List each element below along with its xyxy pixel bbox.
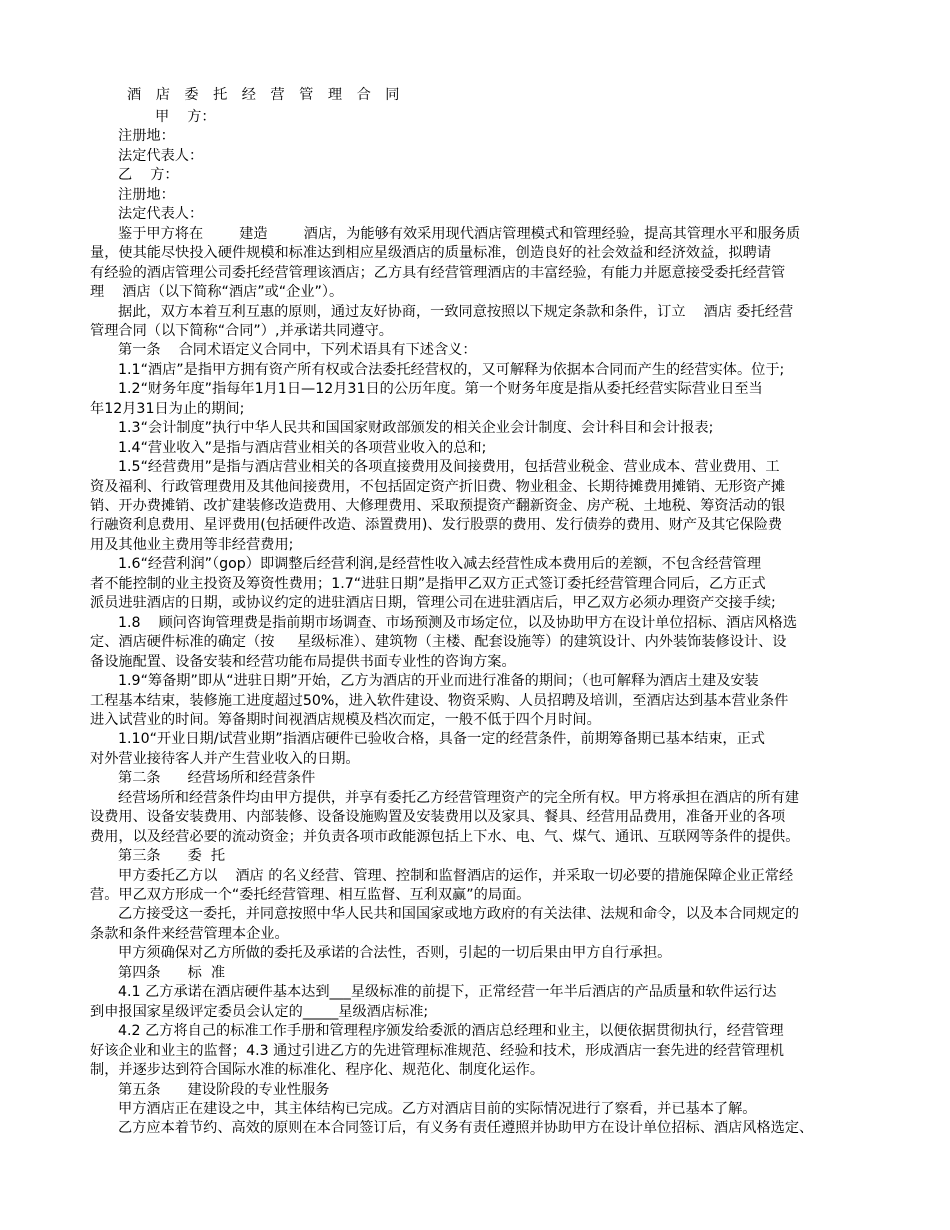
text-line: 资及福利、行政管理费用及其他间接费用，不包括固定资产折旧费、物业租金、长期待摊费用摊销、无形资产摊	[90, 478, 786, 495]
text-line: 年12月31日为止的期间;	[90, 400, 245, 417]
text-line: 鉴于甲方将在 建造 酒店，为能够有效采用现代酒店管理模式和管理经验，提高其管理水平和服务质	[118, 225, 801, 242]
text-line: 乙 方：	[118, 167, 179, 184]
text-line: 甲方酒店正在建设之中，其主体结构已完成。乙方对酒店目前的实际情况进行了察看，并已基本了解。	[118, 1100, 757, 1117]
text-line: 销、开办费摊销、改扩建装修改造费用、大修理费用、采取预提资产翻新资金、房产税、土地税、筹资活动的银	[90, 498, 786, 514]
text-line: 行融资利息费用、星评费用(包括硬件改造、添置费用)、发行股票的费用、发行债券的费用、财产及其它保险费	[90, 517, 783, 534]
text-line: 对外营业接待客人并产生营业收入的日期。	[90, 750, 360, 767]
text-line: 第二条 经营场所和经营条件	[118, 770, 316, 787]
text-line: 条款和条件来经营管理本企业。	[90, 925, 289, 942]
text-line: 1.5“经营费用”是指与酒店营业相关的各项直接费用及间接费用，包括营业税金、营业成本、营业费用、工	[118, 459, 780, 476]
text-line: 设费用、设备安装费用、内部装修、设备设施购置及安装费用以及家具、餐具、经营用品费用，准备开业的各项	[90, 809, 786, 826]
text-line: 营。甲乙双方形成一个“委托经营管理、相互监督、互利双赢”的局面。	[90, 887, 531, 903]
text-line: 费用，以及经营必要的流动资金；并负责各项市政能源包括上下水、电、气、煤气、通讯、互联网等条件的提供。	[90, 828, 800, 845]
text-line: 理 酒店（以下简称“酒店”或“企业”）。	[90, 284, 344, 301]
text-line: 1.6“经营利润”（gop）即调整后经营利润,是经营性收入减去经营性成本费用后的差额，不包含经营管理	[118, 556, 762, 573]
text-line: 有经验的酒店管理公司委托经营管理该酒店；乙方具有经营管理酒店的丰富经验，有能力并愿意接受委托经营管	[90, 264, 786, 281]
text-line: 第三条 委 托	[118, 848, 226, 865]
text-line: 1.4“营业收入”是指与酒店营业相关的各项营业收入的总和;	[118, 439, 487, 456]
text-line: 者不能控制的业主投资及筹资性费用；1.7“进驻日期”是指甲乙双方正式签订委托经营管理合同后，乙方正式	[90, 575, 766, 592]
text-line: 经营场所和经营条件均由甲方提供，并享有委托乙方经营管理资产的完全所有权。甲方将承担在酒店的所有建	[118, 789, 800, 806]
text-line: 法定代表人：	[118, 206, 204, 223]
text-line: 1.2“财务年度”指每年1月1日—12月31日的公历年度。第一个财务年度是指从委托经营实际营业日至当	[118, 381, 763, 398]
text-line: 甲方委托乙方以 酒店 的名义经营、管理、控制和监督酒店的运作，并采取一切必要的措施保障企业正常经	[118, 867, 794, 884]
text-line: 甲方须确保对乙方所做的委托及承诺的合法性，否则，引起的一切后果由甲方自行承担。	[118, 945, 672, 962]
text-line: 4.1 乙方承诺在酒店硬件基本达到___星级标准的前提下，正常经营一年半后酒店的产品质量和软件运行达	[118, 984, 777, 1001]
text-line: 1.10“开业日期/试营业期”指酒店硬件已验收合格，具备一定的经营条件，前期筹备期已基本结束，正式	[118, 731, 765, 748]
text-line: 第一条 合同术语定义合同中，下列术语具有下述含义：	[118, 342, 477, 359]
text-line: 1.3“会计制度”执行中华人民共和国国家财政部颁发的相关企业会计制度、会计科目和会计报表;	[118, 420, 714, 437]
text-line: 4.2 乙方将自己的标准工作手册和管理程序颁发给委派的酒店总经理和业主，以便依据贯彻执行，经营管理	[118, 1023, 784, 1040]
text-line: 据此，双方本着互利互惠的原则，通过友好协商，一致同意按照以下规定条款和条件，订立 酒店 委托经营	[118, 303, 794, 320]
text-line: 好该企业和业主的监督；4.3 通过引进乙方的先进管理标准规范、经验和技术，形成酒店一套先进的经营管理机	[90, 1042, 784, 1059]
text-line: 备设施配置、设备安装和经营功能布局提供书面专业性的咨询方案。	[90, 653, 516, 670]
text-line: 注册地：	[118, 186, 175, 203]
text-line: 用及其他业主费用等非经营费用;	[90, 536, 294, 553]
text-line: 定、酒店硬件标准的确定（按 星级标准）、建筑物（主楼、配套设施等）的建筑设计、内外装饰装修设计、设	[90, 634, 787, 651]
text-line: 制，并逐步达到符合国际水准的标准化、程序化、规范化、制度化运作。	[90, 1062, 545, 1079]
text-line: 第四条 标 准	[118, 964, 226, 981]
text-line: 到申报国家星级评定委员会认定的_____星级酒店标准;	[90, 1003, 429, 1020]
text-line: 进入试营业的时间。筹备期时间视酒店规模及档次而定，一般不低于四个月时间。	[90, 711, 601, 728]
text-line: 乙方接受这一委托，并同意按照中华人民共和国国家或地方政府的有关法律、法规和命令，以及本合同规定的	[118, 906, 800, 923]
text-line: 1.9“筹备期”即从“进驻日期”开始，乙方为酒店的开业而进行准备的期间；（也可解释为酒店土建及安装	[118, 673, 759, 690]
text-line: 1.1“酒店”是指甲方拥有资产所有权或合法委托经营权的，又可解释为依据本合同而产生的经营实体。位于;	[118, 361, 785, 378]
text-line: 甲 方：	[155, 109, 216, 125]
text-line: 管理合同（以下简称“合同”）,并承诺共同遵守。	[90, 322, 393, 339]
document-title: 酒 店 委 托 经 营 管 理 合 同	[127, 87, 405, 103]
text-line: 法定代表人：	[118, 147, 204, 164]
text-line: 乙方应本着节约、高效的原则在本合同签订后，有义务有责任遵照并协助甲方在设计单位招标、酒店风格选定、	[118, 1120, 814, 1137]
text-line: 第五条 建设阶段的专业性服务	[118, 1081, 330, 1098]
text-line: 量，使其能尽快投入硬件规模和标准达到相应星级酒店的质量标准，创造良好的社会效益和经济效益，拟聘请	[90, 245, 772, 262]
text-line: 1.8 顾问咨询管理费是指前期市场调查、市场预测及市场定位，以及协助甲方在设计单位招标、酒店风格选	[118, 614, 798, 631]
text-line: 派员进驻酒店的日期，或协议约定的进驻酒店日期，管理公司在进驻酒店后，甲乙双方必须办理资产交接手续;	[90, 595, 776, 612]
text-line: 注册地：	[118, 128, 175, 145]
text-line: 工程基本结束，装修施工进度超过50%，进入软件建设、物资采购、人员招聘及培训，至酒店达到基本营业条件	[90, 692, 789, 709]
